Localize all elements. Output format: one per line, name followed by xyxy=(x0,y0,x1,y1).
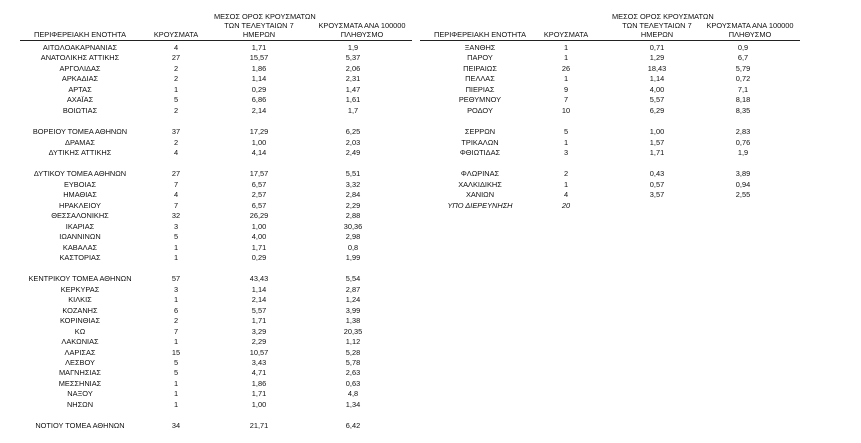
left-row-region: ΒΟΡΕΙΟΥ ΤΟΜΕΑ ΑΘΗΝΩΝ xyxy=(32,127,128,136)
left-row-avg7: 1,71 xyxy=(251,316,267,325)
left-row-region: ΚΟΡΙΝΘΙΑΣ xyxy=(59,316,101,325)
left-row-avg7: 43,43 xyxy=(249,274,269,283)
left-row-avg7: 1,00 xyxy=(251,222,267,231)
left-row-cases: 32 xyxy=(171,211,181,220)
left-row-cases: 5 xyxy=(173,232,179,241)
left-row-cases: 5 xyxy=(173,358,179,367)
left-row-region: ΙΚΑΡΙΑΣ xyxy=(65,222,95,231)
left-row-cases: 2 xyxy=(173,316,179,325)
right-row-region: ΦΛΩΡΙΝΑΣ xyxy=(460,169,500,178)
left-header-per100k xyxy=(312,21,412,39)
left-row-region: ΙΩΑΝΝΙΝΩΝ xyxy=(59,232,101,241)
left-row-per100k: 5,51 xyxy=(345,169,361,178)
right-header-region-text: ΠΕΡΙΦΕΡΕΙΑΚΗ ΕΝΟΤΗΤΑ xyxy=(434,30,526,39)
right-row-region: ΥΠΟ ΔΙΕΡΕΥΝΗΣΗ xyxy=(447,201,513,210)
left-row-avg7: 10,57 xyxy=(249,348,269,357)
left-row-cases: 3 xyxy=(173,285,179,294)
right-row-avg7: 3,57 xyxy=(649,190,665,199)
left-header-per100k-line2: ΠΛΗΘΥΣΜΟ xyxy=(340,30,384,39)
left-row-per100k: 2,31 xyxy=(345,74,361,83)
left-row-per100k: 30,36 xyxy=(343,222,363,231)
left-row-per100k: 2,98 xyxy=(345,232,361,241)
left-row-region: ΑΙΤΩΛΟΑΚΑΡΝΑΝΙΑΣ xyxy=(42,43,118,52)
left-row-cases: 34 xyxy=(171,421,181,430)
left-row-per100k: 1,9 xyxy=(347,43,359,52)
left-row-cases: 5 xyxy=(173,95,179,104)
right-row-avg7: 1,14 xyxy=(649,74,665,83)
left-row-region: ΔΡΑΜΑΣ xyxy=(65,138,95,147)
right-row-avg7: 5,57 xyxy=(649,95,665,104)
right-row-region: ΦΘΙΩΤΙΔΑΣ xyxy=(459,148,501,157)
left-row-cases: 1 xyxy=(173,337,179,346)
left-row-region: ΚΙΛΚΙΣ xyxy=(68,295,92,304)
left-row-per100k: 2,06 xyxy=(345,64,361,73)
left-row-per100k: 2,88 xyxy=(345,211,361,220)
left-row-cases: 5 xyxy=(173,368,179,377)
left-row-region: ΑΝΑΤΟΛΙΚΗΣ ΑΤΤΙΚΗΣ xyxy=(40,53,120,62)
left-row-cases: 1 xyxy=(173,295,179,304)
right-header-avg7-line2: ΤΩΝ ΤΕΛΕΥΤΑΙΩΝ 7 xyxy=(622,21,692,30)
left-row-cases: 7 xyxy=(173,327,179,336)
right-header-rule xyxy=(420,40,800,41)
left-row-cases: 6 xyxy=(173,306,179,315)
right-header-per100k xyxy=(700,21,800,39)
left-row-avg7: 1,71 xyxy=(251,43,267,52)
left-row-region: ΚΕΡΚΥΡΑΣ xyxy=(60,285,100,294)
right-row-per100k: 8,35 xyxy=(735,106,751,115)
left-row-per100k: 2,29 xyxy=(345,201,361,210)
left-row-cases: 7 xyxy=(173,201,179,210)
right-row-per100k: 0,9 xyxy=(737,43,749,52)
left-row-cases: 1 xyxy=(173,243,179,252)
right-row-per100k: 5,79 xyxy=(735,64,751,73)
left-row-region: ΑΧΑΪΑΣ xyxy=(66,95,94,104)
left-header-cases-text: ΚΡΟΥΣΜΑΤΑ xyxy=(153,30,199,39)
left-row-avg7: 1,00 xyxy=(251,400,267,409)
left-header-avg7-line2: ΤΩΝ ΤΕΛΕΥΤΑΙΩΝ 7 xyxy=(224,21,294,30)
left-row-per100k: 0,8 xyxy=(347,243,359,252)
left-row-per100k: 5,28 xyxy=(345,348,361,357)
left-row-region: ΚΑΣΤΟΡΙΑΣ xyxy=(59,253,101,262)
left-row-avg7: 2,14 xyxy=(251,106,267,115)
left-row-region: ΚΑΒΑΛΑΣ xyxy=(62,243,98,252)
left-row-cases: 1 xyxy=(173,85,179,94)
left-row-per100k: 2,63 xyxy=(345,368,361,377)
right-row-avg7: 6,29 xyxy=(649,106,665,115)
right-row-per100k: 2,55 xyxy=(735,190,751,199)
left-row-per100k: 1,38 xyxy=(345,316,361,325)
right-row-region: ΠΑΡΟΥ xyxy=(467,53,493,62)
left-header-cases xyxy=(146,30,206,39)
left-row-avg7: 1,86 xyxy=(251,64,267,73)
right-row-per100k: 6,7 xyxy=(737,53,749,62)
right-row-avg7: 1,00 xyxy=(649,127,665,136)
right-row-cases: 1 xyxy=(563,43,569,52)
right-row-region: ΧΑΝΙΩΝ xyxy=(465,190,495,199)
left-row-region: ΚΕΝΤΡΙΚΟΥ ΤΟΜΕΑ ΑΘΗΝΩΝ xyxy=(28,274,132,283)
left-row-avg7: 2,29 xyxy=(251,337,267,346)
right-row-avg7: 18,43 xyxy=(647,64,667,73)
left-row-avg7: 2,57 xyxy=(251,190,267,199)
right-row-region: ΠΙΕΡΙΑΣ xyxy=(465,85,495,94)
left-row-avg7: 3,29 xyxy=(251,327,267,336)
left-row-per100k: 2,03 xyxy=(345,138,361,147)
left-row-cases: 4 xyxy=(173,43,179,52)
left-row-per100k: 0,63 xyxy=(345,379,361,388)
left-row-per100k: 20,35 xyxy=(343,327,363,336)
left-row-per100k: 3,99 xyxy=(345,306,361,315)
left-row-region: ΜΕΣΣΗΝΙΑΣ xyxy=(58,379,102,388)
left-row-cases: 57 xyxy=(171,274,181,283)
right-row-region: ΡΕΘΥΜΝΟΥ xyxy=(458,95,502,104)
left-row-avg7: 6,57 xyxy=(251,180,267,189)
left-row-region: ΑΡΤΑΣ xyxy=(68,85,92,94)
left-row-avg7: 1,14 xyxy=(251,285,267,294)
right-row-per100k: 7,1 xyxy=(737,85,749,94)
left-header-avg7-line3: ΗΜΕΡΩΝ xyxy=(242,30,276,39)
left-row-cases: 15 xyxy=(171,348,181,357)
right-row-avg7: 0,43 xyxy=(649,169,665,178)
left-row-per100k: 6,25 xyxy=(345,127,361,136)
left-row-avg7: 3,43 xyxy=(251,358,267,367)
left-row-cases: 1 xyxy=(173,389,179,398)
left-row-cases: 1 xyxy=(173,253,179,262)
right-header-cases-text: ΚΡΟΥΣΜΑΤΑ xyxy=(543,30,589,39)
right-row-per100k: 3,89 xyxy=(735,169,751,178)
right-row-avg7: 1,71 xyxy=(649,148,665,157)
left-header-avg7-line1: ΜΕΣΟΣ ΟΡΟΣ ΚΡΟΥΣΜΑΤΩΝ xyxy=(214,12,316,21)
right-row-per100k: 1,9 xyxy=(737,148,749,157)
right-row-avg7: 1,57 xyxy=(649,138,665,147)
left-row-avg7: 4,00 xyxy=(251,232,267,241)
left-row-per100k: 5,54 xyxy=(345,274,361,283)
right-row-per100k: 8,18 xyxy=(735,95,751,104)
left-row-avg7: 17,57 xyxy=(249,169,269,178)
left-row-region: ΝΗΣΩΝ xyxy=(66,400,94,409)
right-row-avg7 xyxy=(622,201,692,211)
left-row-avg7: 1,71 xyxy=(251,243,267,252)
left-row-avg7: 1,86 xyxy=(251,379,267,388)
left-row-avg7: 0,29 xyxy=(251,253,267,262)
left-row-per100k: 1,7 xyxy=(347,106,359,115)
right-row-region: ΤΡΙΚΑΛΩΝ xyxy=(461,138,499,147)
right-row-per100k: 0,76 xyxy=(735,138,751,147)
left-row-region: ΚΩ xyxy=(74,327,86,336)
left-row-avg7: 0,29 xyxy=(251,85,267,94)
left-row-avg7: 6,57 xyxy=(251,201,267,210)
left-row-region: ΝΑΞΟΥ xyxy=(67,389,93,398)
left-row-region: ΛΑΡΙΣΑΣ xyxy=(64,348,96,357)
right-row-cases: 10 xyxy=(561,106,571,115)
left-row-cases: 2 xyxy=(173,64,179,73)
left-row-per100k: 2,49 xyxy=(345,148,361,157)
left-row-avg7: 1,14 xyxy=(251,74,267,83)
left-row-avg7: 1,00 xyxy=(251,138,267,147)
right-row-region: ΞΑΝΘΗΣ xyxy=(464,43,496,52)
left-row-region: ΛΕΣΒΟΥ xyxy=(65,358,95,367)
right-row-cases: 4 xyxy=(563,190,569,199)
left-row-region: ΔΥΤΙΚΗΣ ΑΤΤΙΚΗΣ xyxy=(48,148,112,157)
right-row-cases: 1 xyxy=(563,180,569,189)
left-row-avg7: 17,29 xyxy=(249,127,269,136)
left-row-region: ΜΑΓΝΗΣΙΑΣ xyxy=(59,368,101,377)
right-row-cases: 1 xyxy=(563,74,569,83)
left-row-region: ΕΥΒΟΙΑΣ xyxy=(63,180,97,189)
right-row-avg7: 4,00 xyxy=(649,85,665,94)
right-row-cases: 20 xyxy=(561,201,571,210)
left-row-region: ΒΟΙΩΤΙΑΣ xyxy=(62,106,98,115)
left-row-cases: 2 xyxy=(173,138,179,147)
right-row-region: ΣΕΡΡΩΝ xyxy=(464,127,496,136)
left-row-avg7: 1,71 xyxy=(251,389,267,398)
right-header-per100k-line1: ΚΡΟΥΣΜΑΤΑ ΑΝΑ 100000 xyxy=(706,21,794,30)
right-row-per100k xyxy=(708,201,778,211)
left-row-cases: 3 xyxy=(173,222,179,231)
right-header-avg7 xyxy=(612,12,714,39)
right-row-cases: 26 xyxy=(561,64,571,73)
left-row-region: ΔΥΤΙΚΟΥ ΤΟΜΕΑ ΑΘΗΝΩΝ xyxy=(33,169,127,178)
left-row-per100k: 1,99 xyxy=(345,253,361,262)
left-row-per100k: 3,32 xyxy=(345,180,361,189)
right-row-cases: 1 xyxy=(563,138,569,147)
left-row-cases: 7 xyxy=(173,180,179,189)
left-row-cases: 37 xyxy=(171,127,181,136)
right-row-region: ΠΕΛΛΑΣ xyxy=(465,74,495,83)
left-row-per100k: 2,87 xyxy=(345,285,361,294)
left-row-region: ΗΜΑΘΙΑΣ xyxy=(63,190,97,199)
right-header-per100k-line2: ΠΛΗΘΥΣΜΟ xyxy=(728,30,772,39)
left-row-cases: 2 xyxy=(173,106,179,115)
right-row-cases: 9 xyxy=(563,85,569,94)
left-row-avg7: 21,71 xyxy=(249,421,269,430)
left-row-per100k: 1,24 xyxy=(345,295,361,304)
left-row-avg7: 15,57 xyxy=(249,53,269,62)
right-row-per100k: 0,94 xyxy=(735,180,751,189)
left-row-region: ΑΡΓΟΛΙΔΑΣ xyxy=(59,64,101,73)
right-row-avg7: 0,71 xyxy=(649,43,665,52)
left-row-avg7: 4,71 xyxy=(251,368,267,377)
right-header-avg7-line1: ΜΕΣΟΣ ΟΡΟΣ ΚΡΟΥΣΜΑΤΩΝ xyxy=(612,12,714,21)
left-row-per100k: 1,34 xyxy=(345,400,361,409)
left-row-per100k: 1,47 xyxy=(345,85,361,94)
right-row-avg7: 0,57 xyxy=(649,180,665,189)
left-row-cases: 2 xyxy=(173,74,179,83)
left-row-per100k: 1,61 xyxy=(345,95,361,104)
left-row-region: ΘΕΣΣΑΛΟΝΙΚΗΣ xyxy=(51,211,109,220)
right-row-cases: 3 xyxy=(563,148,569,157)
left-row-region: ΑΡΚΑΔΙΑΣ xyxy=(61,74,99,83)
right-row-per100k: 2,83 xyxy=(735,127,751,136)
right-row-cases: 1 xyxy=(563,53,569,62)
left-row-region: ΝΟΤΙΟΥ ΤΟΜΕΑ ΑΘΗΝΩΝ xyxy=(35,421,125,430)
left-row-per100k: 6,42 xyxy=(345,421,361,430)
left-row-cases: 1 xyxy=(173,400,179,409)
left-row-per100k: 5,78 xyxy=(345,358,361,367)
right-row-avg7: 1,29 xyxy=(649,53,665,62)
right-row-per100k: 0,72 xyxy=(735,74,751,83)
right-row-region: ΧΑΛΚΙΔΙΚΗΣ xyxy=(458,180,502,189)
left-row-cases: 1 xyxy=(173,379,179,388)
left-row-avg7: 6,86 xyxy=(251,95,267,104)
right-header-avg7-line3: ΗΜΕΡΩΝ xyxy=(640,30,674,39)
left-row-avg7: 2,14 xyxy=(251,295,267,304)
left-row-region: ΚΟΖΑΝΗΣ xyxy=(62,306,98,315)
right-header-cases xyxy=(536,30,596,39)
left-row-cases: 27 xyxy=(171,169,181,178)
left-row-per100k: 2,84 xyxy=(345,190,361,199)
right-row-region: ΡΟΔΟΥ xyxy=(467,106,493,115)
left-row-cases: 4 xyxy=(173,190,179,199)
left-row-region: ΛΑΚΩΝΙΑΣ xyxy=(61,337,99,346)
right-header-region xyxy=(420,30,540,39)
right-row-cases: 7 xyxy=(563,95,569,104)
left-row-avg7: 4,14 xyxy=(251,148,267,157)
left-header-region xyxy=(20,30,140,39)
left-row-region: ΗΡΑΚΛΕΙΟΥ xyxy=(59,201,101,210)
right-row-cases: 2 xyxy=(563,169,569,178)
left-header-region-text: ΠΕΡΙΦΕΡΕΙΑΚΗ ΕΝΟΤΗΤΑ xyxy=(34,30,126,39)
left-row-per100k: 4,8 xyxy=(347,389,359,398)
right-row-cases: 5 xyxy=(563,127,569,136)
left-header-per100k-line1: ΚΡΟΥΣΜΑΤΑ ΑΝΑ 100000 xyxy=(318,21,406,30)
left-row-avg7: 5,57 xyxy=(251,306,267,315)
left-header-rule xyxy=(20,40,412,41)
left-header-avg7 xyxy=(214,12,316,39)
right-row-region: ΠΕΙΡΑΙΩΣ xyxy=(463,64,497,73)
left-row-cases: 4 xyxy=(173,148,179,157)
left-row-avg7: 26,29 xyxy=(249,211,269,220)
left-row-cases: 27 xyxy=(171,53,181,62)
left-row-per100k: 1,12 xyxy=(345,337,361,346)
left-row-per100k: 5,37 xyxy=(345,53,361,62)
